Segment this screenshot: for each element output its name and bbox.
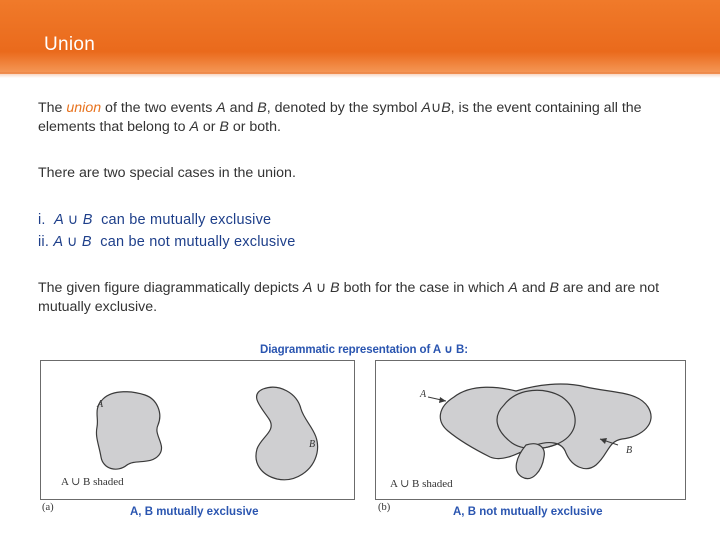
definition-text: , is the event containing all the elements that belong to	[38, 100, 642, 135]
case-item	[38, 231, 295, 253]
set-a-shape	[96, 392, 161, 469]
figure-title: Diagrammatic representation of A ∪ B:	[260, 344, 468, 356]
variable-b: B	[219, 119, 229, 135]
shaded-note: A ∪ B shaded	[390, 478, 453, 490]
figure-intro-text: both for the case in which	[339, 280, 509, 296]
slide-title: Union	[44, 34, 96, 55]
case-prefix: i.	[38, 212, 46, 228]
variable-b: B	[257, 100, 267, 116]
figure-intro-text: and	[517, 280, 550, 296]
definition-paragraph	[38, 99, 678, 137]
set-b-label: B	[309, 439, 316, 450]
union-symbol: A∪B	[421, 100, 451, 116]
set-a-shape	[440, 384, 651, 469]
panel-a-caption: A, B mutually exclusive	[130, 506, 259, 518]
variable-b: B	[549, 280, 559, 296]
panel-a-letter: (a)	[42, 502, 54, 513]
label-a-arrowhead	[439, 397, 446, 403]
set-b-label: B	[626, 445, 633, 456]
variable-a: A	[189, 119, 199, 135]
definition-text: and	[225, 100, 258, 116]
header-bar	[0, 0, 720, 74]
union-expression: A ∪ B	[302, 280, 340, 296]
figure-intro-paragraph	[38, 279, 698, 317]
variable-a: A	[216, 100, 226, 116]
definition-text: of the two events	[101, 100, 217, 116]
special-cases-intro: There are two special cases in the union.	[38, 165, 296, 181]
venn-panel-not-mutually-exclusive	[375, 360, 686, 500]
figure-intro-text: The given figure diagrammatically depicts	[38, 280, 303, 296]
header-shadow	[0, 72, 720, 78]
case-item	[38, 209, 295, 231]
case-expression: A ∪ B	[53, 234, 92, 250]
figure-intro-text: are and are not mutually exclusive.	[38, 280, 660, 315]
case-expression: A ∪ B	[54, 212, 93, 228]
case-text: can be not mutually exclusive	[100, 234, 296, 250]
shaded-note: A ∪ B shaded	[61, 476, 124, 488]
union-highlight: union	[66, 100, 102, 116]
venn-panel-mutually-exclusive	[40, 360, 355, 500]
case-text: can be mutually exclusive	[101, 212, 272, 228]
panel-b-letter: (b)	[378, 502, 391, 513]
panel-b-caption: A, B not mutually exclusive	[453, 506, 603, 518]
definition-text: The	[38, 100, 67, 116]
definition-text: , denoted by the symbol	[266, 100, 422, 116]
case-prefix: ii.	[38, 234, 50, 250]
set-a-label: A	[420, 389, 427, 400]
set-b-shape	[256, 387, 318, 480]
set-a-label: A	[97, 399, 104, 410]
cases-list	[38, 209, 295, 253]
variable-a: A	[508, 280, 518, 296]
definition-text: or both.	[228, 119, 281, 135]
definition-text: or	[198, 119, 220, 135]
